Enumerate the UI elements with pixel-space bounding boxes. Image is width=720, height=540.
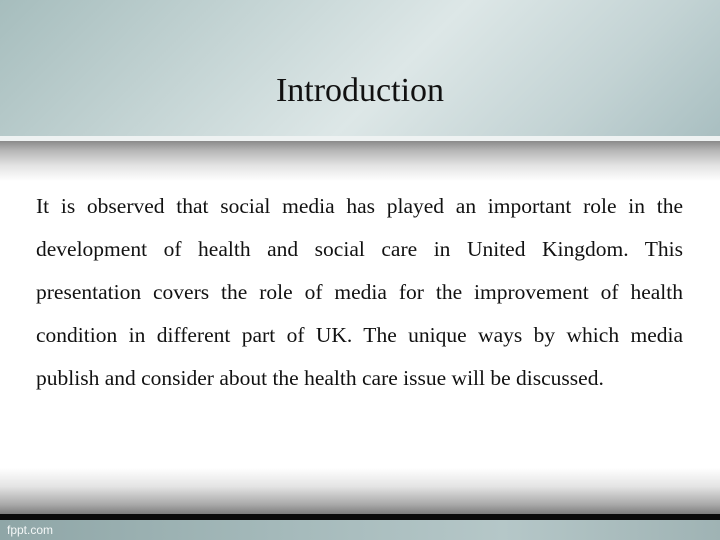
title-band xyxy=(0,0,720,136)
bottom-shadow xyxy=(0,468,720,514)
title-shadow xyxy=(0,141,720,181)
footer-band xyxy=(0,520,720,540)
footer-watermark: fppt.com xyxy=(7,523,54,537)
slide-body-text: It is observed that social media has played an important role in the development of health and social care in United Kingdom. This presentation covers the role of media for the improvement of health condition in different part of UK. The unique ways by which media publish and consider about the health care issue will be discussed. xyxy=(36,194,683,390)
slide-title: Introduction xyxy=(275,72,445,109)
